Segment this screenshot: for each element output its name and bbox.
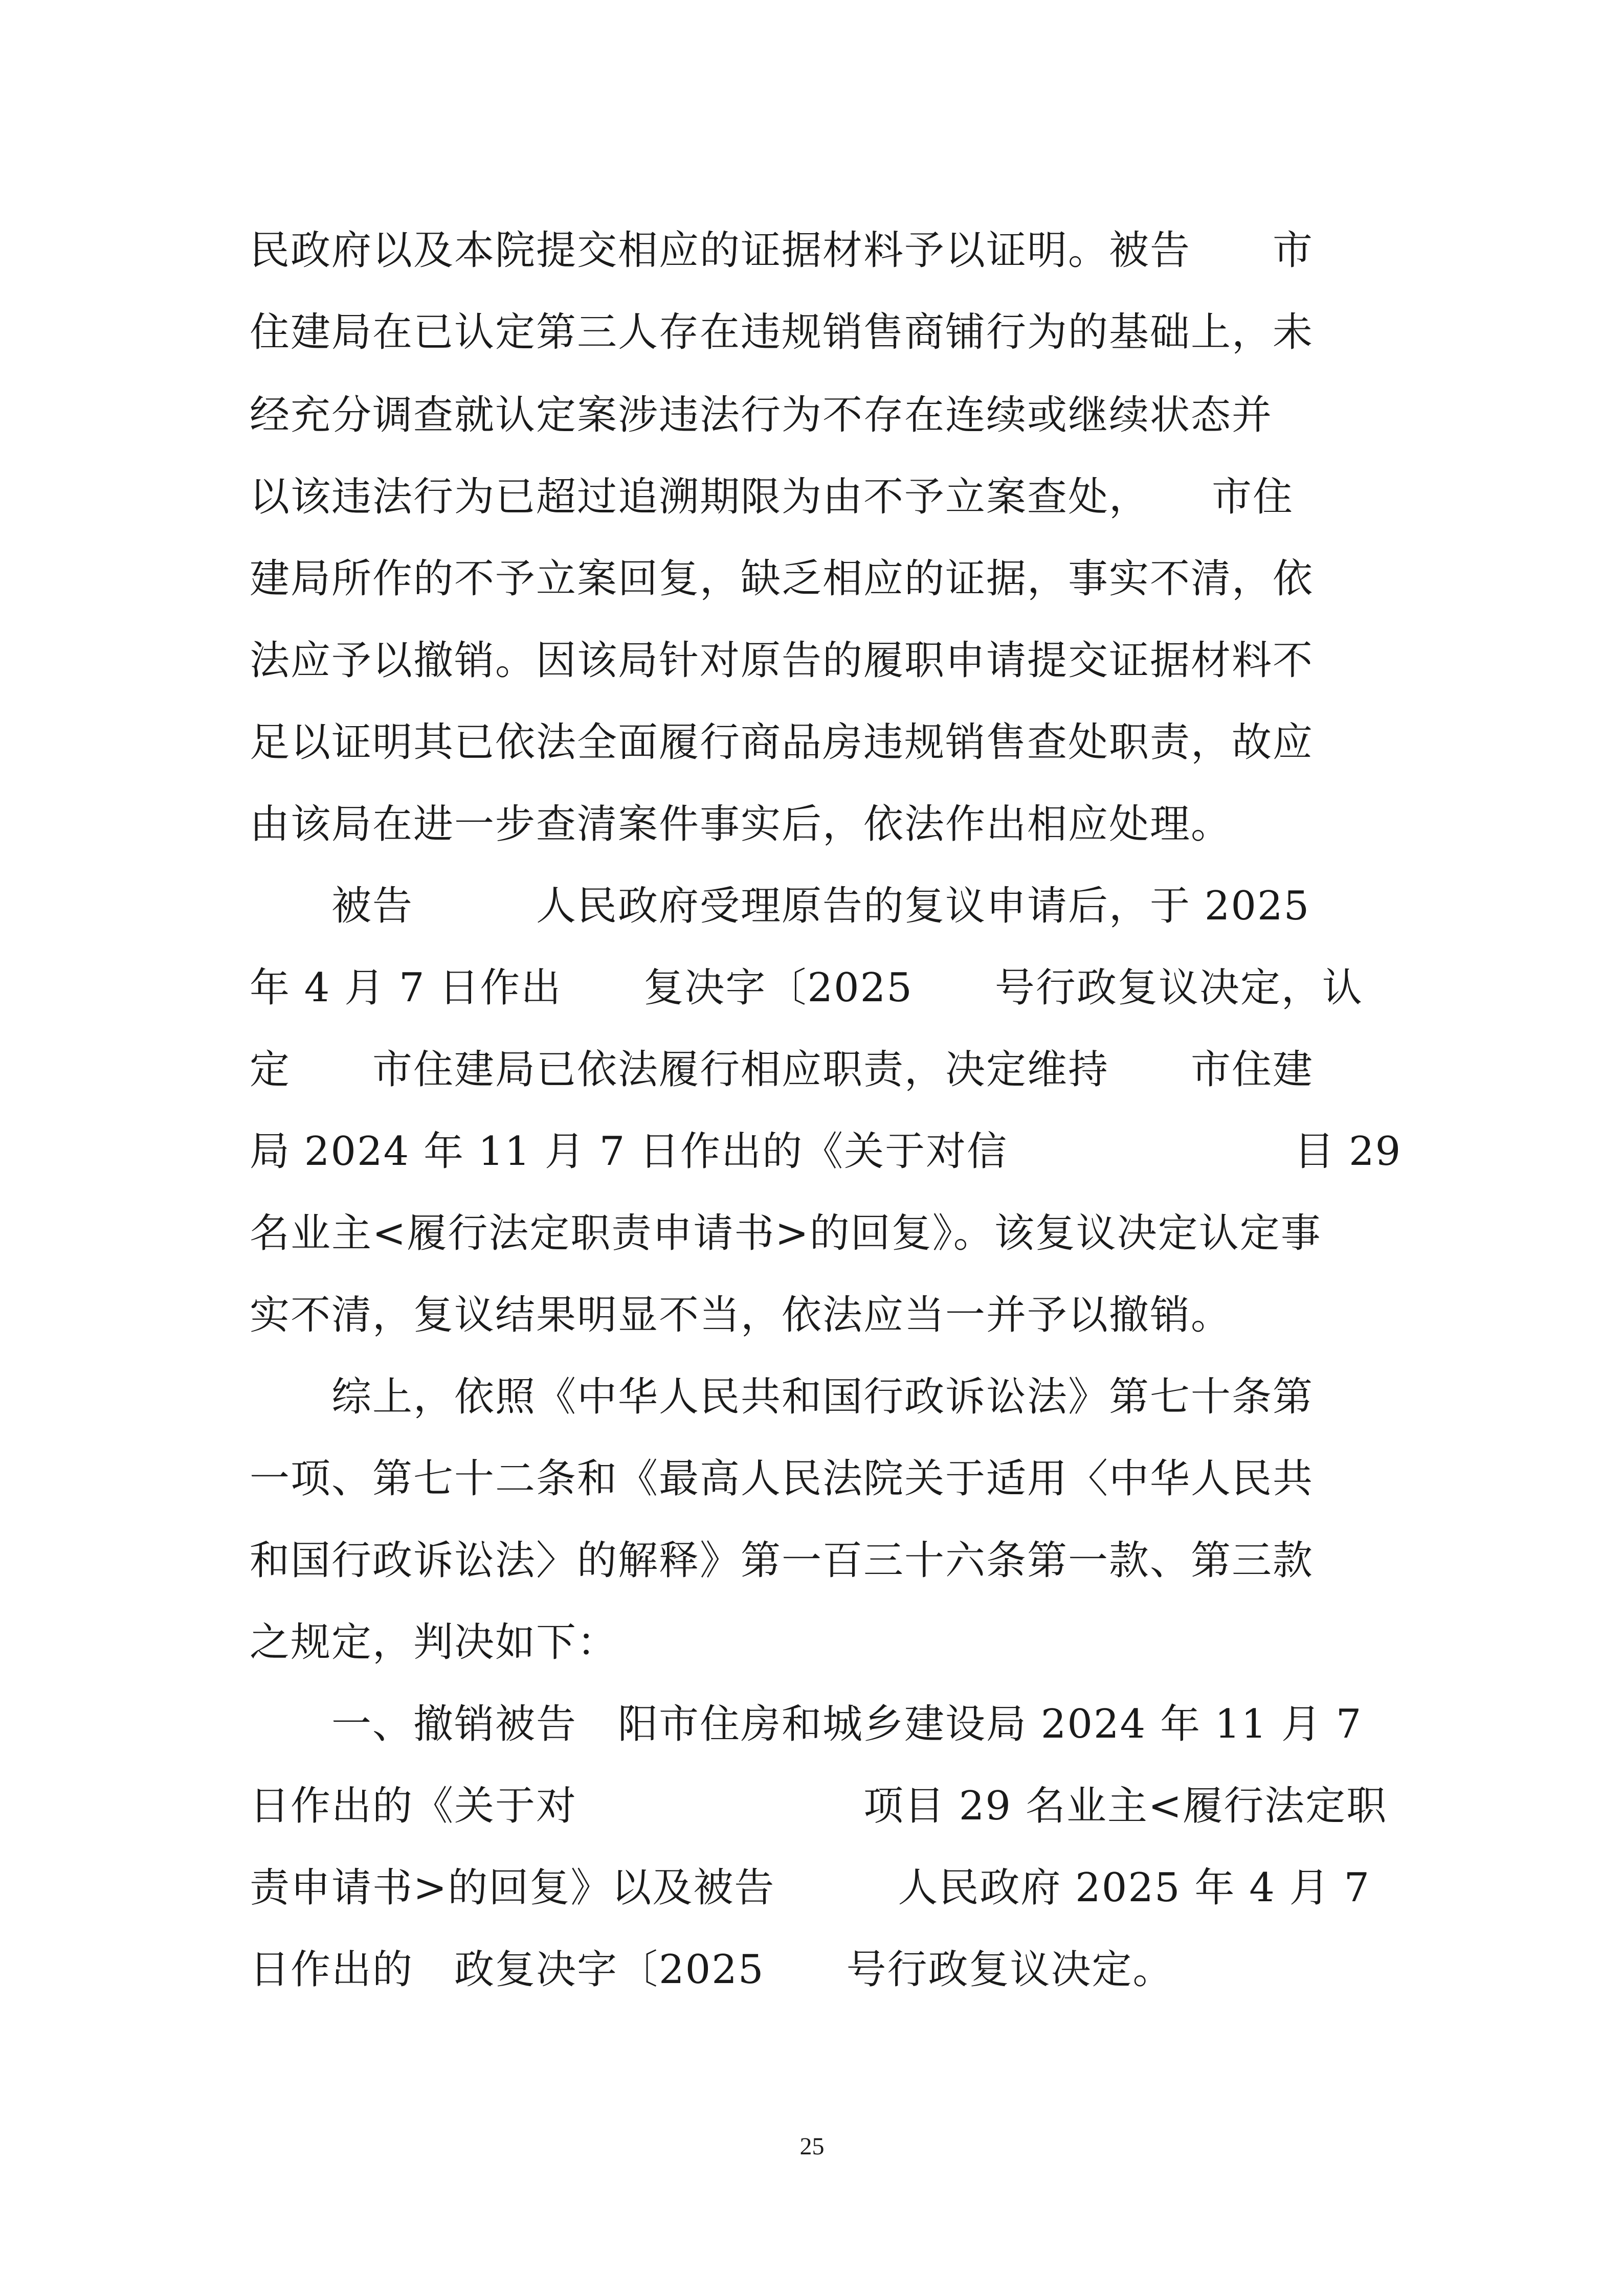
text-line: 日作出的 政复决字〔2025 号行政复议决定。 (250, 1947, 1174, 1993)
text-line: 责申请书>的回复》以及被告 人民政府 2025 年 4 月 7 (250, 1865, 1371, 1911)
text-line: 以该违法行为已超过追溯期限为由不予立案查处， 市住 (250, 474, 1294, 520)
text-line: 日作出的《关于对 项目 29 名业主<履行法定职 (250, 1783, 1388, 1829)
text-line: 民政府以及本院提交相应的证据材料予以证明。被告 市 (250, 228, 1314, 274)
text-line: 局 2024 年 11 月 7 日作出的《关于对信 目 29 (250, 1129, 1402, 1175)
text-line: 综上，依照《中华人民共和国行政诉讼法》第七十条第 (250, 1374, 1314, 1420)
text-line: 和国行政诉讼法〉的解释》第一百三十六条第一款、第三款 (250, 1538, 1314, 1584)
page-number: 25 (799, 2133, 825, 2160)
text-line: 定 市住建局已依法履行相应职责，决定维持 市住建 (250, 1047, 1314, 1093)
text-line: 实不清，复议结果明显不当，依法应当一并予以撤销。 (250, 1292, 1232, 1338)
text-line: 经充分调查就认定案涉违法行为不存在连续或继续状态并 (250, 392, 1273, 438)
text-line: 一、撤销被告 阳市住房和城乡建设局 2024 年 11 月 7 (250, 1701, 1363, 1747)
text-line: 名业主<履行法定职责申请书>的回复》。该复议决定认定事 (250, 1210, 1322, 1256)
text-line: 一项、第七十二条和《最高人民法院关于适用〈中华人民共 (250, 1456, 1314, 1502)
text-line: 被告 人民政府受理原告的复议申请后，于 2025 (250, 883, 1310, 929)
text-line: 建局所作的不予立案回复，缺乏相应的证据，事实不清，依 (250, 556, 1314, 602)
text-line: 由该局在进一步查清案件事实后，依法作出相应处理。 (250, 801, 1232, 847)
text-line: 住建局在已认定第三人存在违规销售商铺行为的基础上，未 (250, 309, 1314, 355)
text-line: 足以证明其已依法全面履行商品房违规销售查处职责，故应 (250, 719, 1314, 766)
text-line: 法应予以撤销。因该局针对原告的履职申请提交证据材料不 (250, 638, 1314, 684)
text-line: 年 4 月 7 日作出 复决字〔2025 号行政复议决定，认 (250, 965, 1363, 1011)
text-line: 之规定，判决如下： (250, 1619, 618, 1665)
